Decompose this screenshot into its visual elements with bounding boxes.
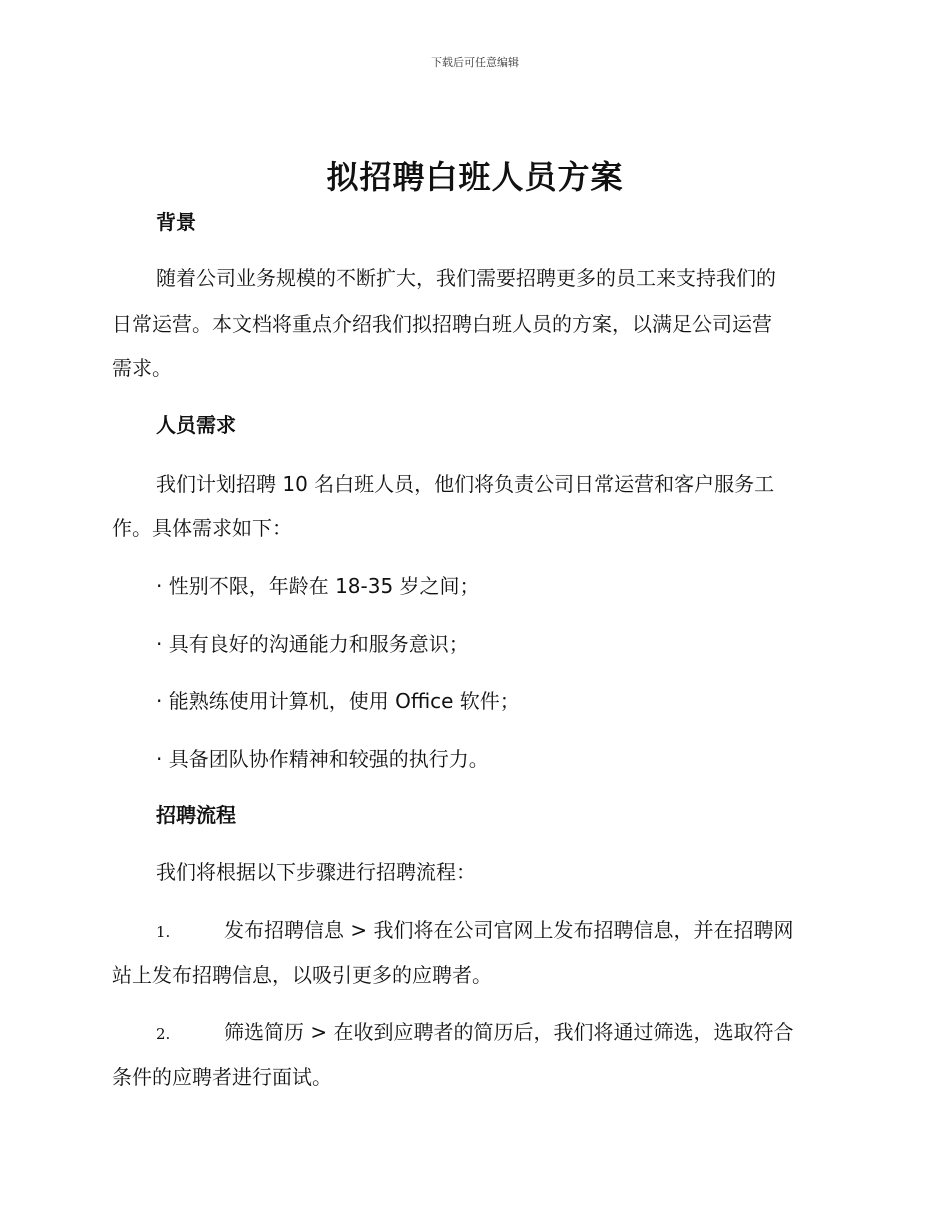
numbered-step <box>156 915 793 947</box>
paragraph-line: 日常运营。本文档将重点介绍我们拟招聘白班人员的方案，以满足公司运营 <box>112 312 772 336</box>
step-text: 发布招聘信息 > 我们将在公司官网上发布招聘信息，并在招聘网 <box>224 918 794 942</box>
bullet-item: · 具有良好的沟通能力和服务意识； <box>156 632 469 656</box>
step-text-continued: 条件的应聘者进行面试。 <box>112 1065 332 1089</box>
paragraph-line: 随着公司业务规模的不断扩大，我们需要招聘更多的员工来支持我们的 <box>156 266 776 290</box>
numbered-step <box>156 1017 793 1049</box>
paragraph-line: 作。具体需求如下： <box>112 516 292 540</box>
paragraph-line: 需求。 <box>112 356 172 380</box>
step-number: 2. <box>156 1025 171 1043</box>
step-text: 筛选简历 > 在收到应聘者的简历后，我们将通过筛选，选取符合 <box>224 1020 794 1044</box>
bullet-item: · 具备团队协作精神和较强的执行力。 <box>156 747 489 771</box>
section-heading-process: 招聘流程 <box>156 803 236 827</box>
step-text-continued: 站上发布招聘信息，以吸引更多的应聘者。 <box>112 963 492 987</box>
bullet-item: · 能熟练使用计算机，使用 Office 软件； <box>156 689 520 713</box>
paragraph-line: 我们将根据以下步骤进行招聘流程： <box>156 860 476 884</box>
document-title: 拟招聘白班人员方案 <box>326 158 624 196</box>
section-heading-background: 背景 <box>156 210 196 234</box>
bullet-item: · 性别不限，年龄在 18-35 岁之间； <box>156 574 480 598</box>
section-heading-staffing: 人员需求 <box>156 413 236 437</box>
step-number: 1. <box>156 923 171 941</box>
paragraph-line: 我们计划招聘 10 名白班人员，他们将负责公司日常运营和客户服务工 <box>156 472 775 496</box>
page-header: 下载后可任意编辑 <box>431 56 519 69</box>
